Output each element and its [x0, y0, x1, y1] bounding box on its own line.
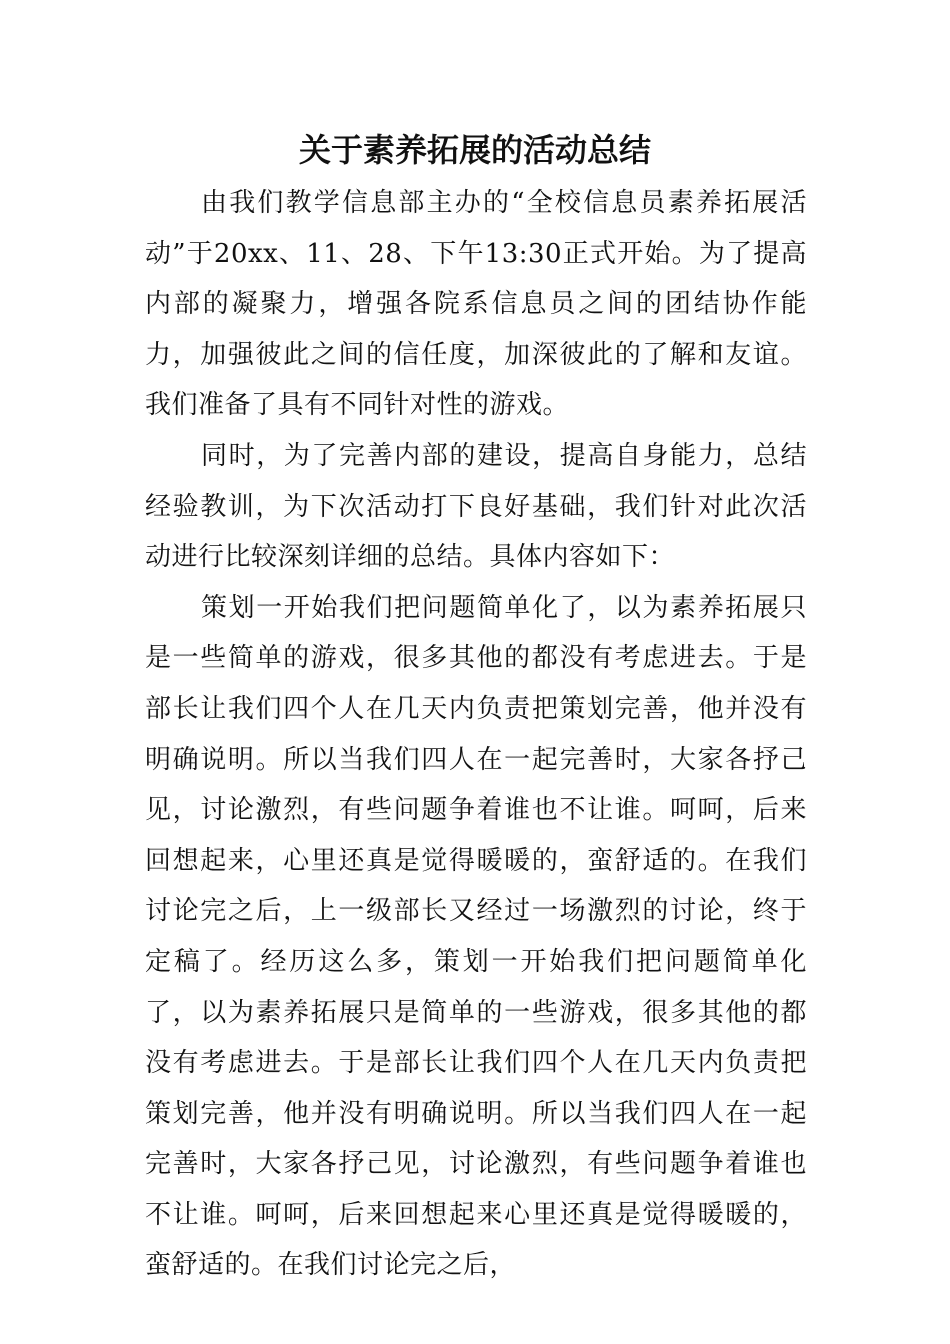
document-title: 关于素养拓展的活动总结: [298, 131, 651, 169]
document-body: [145, 178, 807, 1291]
paragraph-intro: 由我们教学信息部主办的“全校信息员素养拓展活动”于20xx、11、28、下午13:30正式开始。为了提高内部的凝聚力，增强各院系信息员之间的团结协作能力，加强彼此之间的信任度，加深彼此的了解和友谊。我们准备了具有不同针对性的游戏。: [145, 188, 807, 421]
paragraph-purpose: 同时，为了完善内部的建设，提高自身能力，总结经验教训，为下次活动打下良好基础，我们针对此次活动进行比较深刻详细的总结。具体内容如下：: [145, 440, 807, 573]
paragraph-planning: 策划一开始我们把问题简单化了，以为素养拓展只是一些简单的游戏，很多其他的都没有考虑进去。于是部长让我们四个人在几天内负责把策划完善，他并没有明确说明。所以当我们四人在一起完善时，大家各抒己见，讨论激烈，有些问题争着谁也不让谁。呵呵，后来回想起来，心里还真是觉得暖暖的，蛮舒适的。在我们讨论完之后，上一级部长又经过一场激烈的讨论，终于定稿了。经历这么多，策划一开始我们把问题简单化了，以为素养拓展只是简单的一些游戏，很多其他的都没有考虑进去。于是部长让我们四个人在几天内负责把策划完善，他并没有明确说明。所以当我们四人在一起完善时，大家各抒己见，讨论激烈，有些问题争着谁也不让谁。呵呵，后来回想起来心里还真是觉得暖暖的，蛮舒适的。在我们讨论完之后，: [145, 592, 807, 1281]
